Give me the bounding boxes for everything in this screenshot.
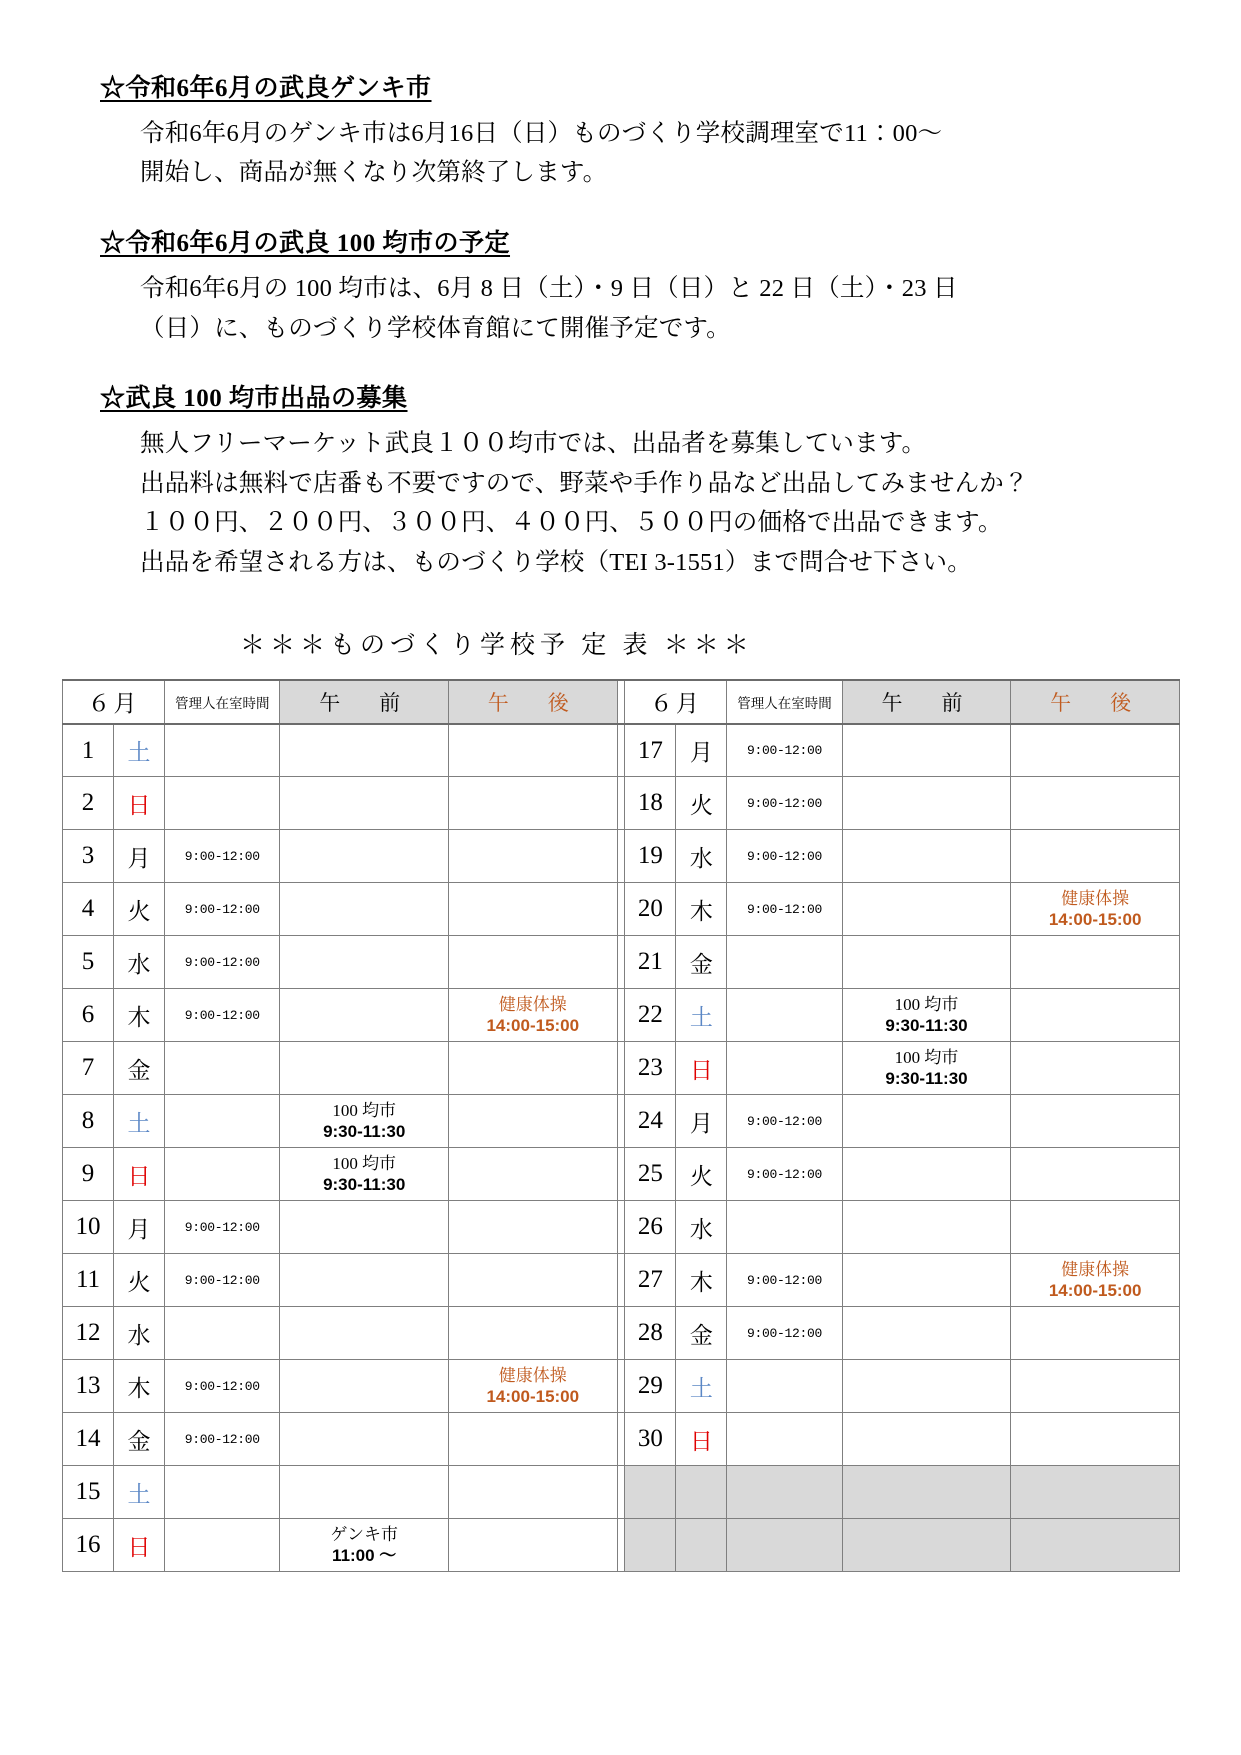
table-row <box>63 1201 1180 1254</box>
morning-cell <box>842 1042 1011 1095</box>
caretaker-hours: 9:00-12:00 <box>727 777 842 830</box>
column-gap <box>617 1413 625 1466</box>
day-of-week: 水 <box>114 1307 165 1360</box>
column-gap <box>617 1360 625 1413</box>
day-of-week: 木 <box>676 883 727 936</box>
afternoon-cell <box>1011 724 1180 777</box>
day-number: 16 <box>63 1519 114 1572</box>
caretaker-hours: 9:00-12:00 <box>165 883 280 936</box>
day-of-week: 金 <box>114 1413 165 1466</box>
section-body-line: （日）に、ものづくり学校体育館にて開催予定です。 <box>140 314 731 342</box>
table-row <box>63 1519 1180 1572</box>
header-caretaker-hours-left: 管理人在室時間 <box>165 680 280 724</box>
caretaker-hours <box>727 936 842 989</box>
day-of-week: 水 <box>114 936 165 989</box>
section-body-line: 令和6年6月のゲンキ市は6月16日（日）ものづくり学校調理室で11：00～ <box>140 119 943 147</box>
column-gap <box>617 1254 625 1307</box>
day-number: 27 <box>625 1254 676 1307</box>
event-time: 9:30-11:30 <box>885 1016 968 1036</box>
event-title: 健康体操 <box>498 995 567 1014</box>
afternoon-cell <box>448 1466 617 1519</box>
caretaker-hours: 9:00-12:00 <box>727 883 842 936</box>
table-row <box>63 1360 1180 1413</box>
afternoon-cell <box>1011 936 1180 989</box>
section-body-line: 開始し、商品が無くなり次第終了します。 <box>140 159 608 187</box>
event-time: 9:30-11:30 <box>885 1069 968 1089</box>
schedule-table-wrap <box>0 679 1241 1573</box>
day-number: 23 <box>625 1042 676 1095</box>
day-of-week: 木 <box>114 1360 165 1413</box>
event-block <box>449 1365 617 1408</box>
section-heading <box>100 227 510 261</box>
event-title: 健康体操 <box>498 1366 567 1385</box>
afternoon-cell <box>448 1413 617 1466</box>
header-morning-right: 午 前 <box>842 680 1011 724</box>
day-of-week: 火 <box>676 777 727 830</box>
table-row <box>63 883 1180 936</box>
afternoon-cell <box>448 883 617 936</box>
section-body-line: 令和6年6月の 100 均市は、6月 8 日（土）・9 日（日）と 22 日（土）・23 日 <box>140 274 958 302</box>
afternoon-cell <box>448 724 617 777</box>
caretaker-hours <box>165 1307 280 1360</box>
caretaker-hours: 9:00-12:00 <box>165 936 280 989</box>
morning-cell <box>280 1466 449 1519</box>
event-title: 100 均市 <box>894 1048 959 1067</box>
section-genki-ichi <box>100 72 1151 193</box>
table-row <box>63 1307 1180 1360</box>
section-body-line: 出品を希望される方は、ものづくり学校（TEI 3-1551）まで問合せ下さい。 <box>140 549 972 577</box>
morning-cell <box>842 724 1011 777</box>
table-row <box>63 1095 1180 1148</box>
morning-cell <box>842 1148 1011 1201</box>
table-row <box>63 1254 1180 1307</box>
header-caretaker-hours-right: 管理人在室時間 <box>727 680 842 724</box>
column-gap <box>617 1042 625 1095</box>
event-title: 100 均市 <box>332 1154 397 1173</box>
morning-cell <box>280 1413 449 1466</box>
morning-cell <box>280 830 449 883</box>
header-month-right: ６月 <box>625 680 727 724</box>
afternoon-cell <box>448 1360 617 1413</box>
afternoon-cell <box>448 1254 617 1307</box>
event-time: 14:00-15:00 <box>486 1387 580 1407</box>
day-of-week: 日 <box>114 1519 165 1572</box>
afternoon-cell <box>448 1519 617 1572</box>
table-row <box>63 1466 1180 1519</box>
day-of-week: 月 <box>114 1201 165 1254</box>
afternoon-cell <box>1011 883 1180 936</box>
morning-cell <box>280 1148 449 1201</box>
column-gap <box>617 1307 625 1360</box>
table-row <box>63 1148 1180 1201</box>
event-title: 健康体操 <box>1061 889 1130 908</box>
morning-cell <box>280 1254 449 1307</box>
table-row <box>63 830 1180 883</box>
day-of-week: 日 <box>114 777 165 830</box>
day-number: 14 <box>63 1413 114 1466</box>
day-of-week: 金 <box>676 936 727 989</box>
morning-cell <box>280 936 449 989</box>
day-of-week: 土 <box>676 989 727 1042</box>
day-of-week: 金 <box>676 1307 727 1360</box>
day-of-week: 月 <box>114 830 165 883</box>
day-number: 28 <box>625 1307 676 1360</box>
caretaker-hours <box>727 1413 842 1466</box>
morning-cell <box>842 936 1011 989</box>
morning-cell <box>280 883 449 936</box>
caretaker-hours: 9:00-12:00 <box>165 989 280 1042</box>
afternoon-cell <box>1011 830 1180 883</box>
empty-gray-cell <box>1011 1519 1180 1572</box>
morning-cell <box>842 1413 1011 1466</box>
day-of-week: 日 <box>676 1042 727 1095</box>
empty-gray-cell <box>676 1466 727 1519</box>
day-number: 4 <box>63 883 114 936</box>
afternoon-cell <box>448 1042 617 1095</box>
day-of-week: 月 <box>676 724 727 777</box>
caretaker-hours <box>165 1148 280 1201</box>
caretaker-hours <box>165 1466 280 1519</box>
event-time: 9:30-11:30 <box>323 1175 406 1195</box>
day-number: 25 <box>625 1148 676 1201</box>
event-block <box>449 994 617 1037</box>
event-block <box>280 1524 448 1567</box>
day-of-week: 月 <box>676 1095 727 1148</box>
event-title: 100 均市 <box>894 995 959 1014</box>
day-number: 2 <box>63 777 114 830</box>
empty-gray-cell <box>625 1519 676 1572</box>
section-boshu <box>100 382 1151 583</box>
column-gap <box>617 1201 625 1254</box>
day-number: 11 <box>63 1254 114 1307</box>
table-row <box>63 777 1180 830</box>
column-gap <box>617 936 625 989</box>
caretaker-hours: 9:00-12:00 <box>165 1254 280 1307</box>
day-number: 15 <box>63 1466 114 1519</box>
morning-cell <box>842 830 1011 883</box>
prose-area <box>0 0 1241 661</box>
day-number: 26 <box>625 1201 676 1254</box>
morning-cell <box>280 1519 449 1572</box>
caretaker-hours: 9:00-12:00 <box>727 1254 842 1307</box>
afternoon-cell <box>448 1148 617 1201</box>
afternoon-cell <box>1011 1254 1180 1307</box>
column-gap <box>617 830 625 883</box>
header-afternoon-right: 午 後 <box>1011 680 1180 724</box>
caretaker-hours <box>165 1095 280 1148</box>
day-number: 22 <box>625 989 676 1042</box>
morning-cell <box>842 883 1011 936</box>
morning-cell <box>842 1095 1011 1148</box>
section-heading-text: ☆令和6年6月の武良ゲンキ市 <box>100 75 432 102</box>
morning-cell <box>842 1360 1011 1413</box>
day-number: 18 <box>625 777 676 830</box>
header-morning-left: 午 前 <box>280 680 449 724</box>
morning-cell <box>280 989 449 1042</box>
morning-cell <box>280 777 449 830</box>
day-number: 10 <box>63 1201 114 1254</box>
event-time: 9:30-11:30 <box>323 1122 406 1142</box>
day-number: 13 <box>63 1360 114 1413</box>
event-block <box>1011 1259 1179 1302</box>
empty-gray-cell <box>676 1519 727 1572</box>
section-heading <box>100 382 408 416</box>
day-of-week: 土 <box>114 1466 165 1519</box>
empty-gray-cell <box>842 1519 1011 1572</box>
morning-cell <box>842 989 1011 1042</box>
schedule-title: ＊＊＊ものづくり学校予 定 表 ＊＊＊ <box>240 631 754 659</box>
section-body-line: １００円、２００円、３００円、４００円、５００円の価格で出品できます。 <box>140 509 1003 537</box>
day-of-week: 火 <box>114 1254 165 1307</box>
empty-gray-cell <box>1011 1466 1180 1519</box>
header-afternoon-left: 午 後 <box>448 680 617 724</box>
afternoon-cell <box>448 777 617 830</box>
column-gap <box>617 1519 625 1572</box>
caretaker-hours: 9:00-12:00 <box>727 1095 842 1148</box>
header-month-left: ６月 <box>63 680 165 724</box>
afternoon-cell <box>1011 1201 1180 1254</box>
table-row <box>63 989 1180 1042</box>
day-number: 3 <box>63 830 114 883</box>
event-block <box>1011 888 1179 931</box>
column-gap <box>617 680 625 724</box>
afternoon-cell <box>1011 989 1180 1042</box>
day-number: 17 <box>625 724 676 777</box>
morning-cell <box>842 777 1011 830</box>
caretaker-hours <box>165 1519 280 1572</box>
afternoon-cell <box>448 1201 617 1254</box>
afternoon-cell <box>448 936 617 989</box>
column-gap <box>617 883 625 936</box>
afternoon-cell <box>448 1095 617 1148</box>
event-time: 14:00-15:00 <box>1048 910 1142 930</box>
schedule-table <box>62 679 1180 1573</box>
caretaker-hours: 9:00-12:00 <box>165 1413 280 1466</box>
afternoon-cell <box>1011 1095 1180 1148</box>
afternoon-cell <box>448 989 617 1042</box>
caretaker-hours <box>165 1042 280 1095</box>
day-of-week: 金 <box>114 1042 165 1095</box>
schedule-header-row <box>63 680 1180 724</box>
afternoon-cell <box>1011 1307 1180 1360</box>
day-number: 19 <box>625 830 676 883</box>
day-of-week: 土 <box>114 724 165 777</box>
column-gap <box>617 777 625 830</box>
table-row <box>63 724 1180 777</box>
caretaker-hours: 9:00-12:00 <box>165 830 280 883</box>
event-block <box>843 994 1011 1037</box>
section-heading-text: ☆武良 100 均市出品の募集 <box>100 385 408 413</box>
morning-cell <box>280 1042 449 1095</box>
day-of-week: 木 <box>114 989 165 1042</box>
event-title: ゲンキ市 <box>330 1525 399 1544</box>
day-number: 8 <box>63 1095 114 1148</box>
day-number: 21 <box>625 936 676 989</box>
column-gap <box>617 724 625 777</box>
event-block <box>843 1047 1011 1090</box>
event-time: 14:00-15:00 <box>486 1016 580 1036</box>
caretaker-hours: 9:00-12:00 <box>165 1360 280 1413</box>
afternoon-cell <box>448 830 617 883</box>
afternoon-cell <box>1011 1042 1180 1095</box>
morning-cell <box>842 1254 1011 1307</box>
day-of-week: 土 <box>676 1360 727 1413</box>
caretaker-hours <box>727 1360 842 1413</box>
caretaker-hours: 9:00-12:00 <box>727 830 842 883</box>
event-title: 健康体操 <box>1061 1260 1130 1279</box>
morning-cell <box>280 1360 449 1413</box>
day-number: 7 <box>63 1042 114 1095</box>
event-title: 100 均市 <box>332 1101 397 1120</box>
day-number: 6 <box>63 989 114 1042</box>
caretaker-hours: 9:00-12:00 <box>165 1201 280 1254</box>
afternoon-cell <box>1011 1148 1180 1201</box>
empty-gray-cell <box>842 1466 1011 1519</box>
afternoon-cell <box>1011 777 1180 830</box>
empty-gray-cell <box>727 1519 842 1572</box>
table-row <box>63 1413 1180 1466</box>
event-time: 14:00-15:00 <box>1048 1281 1142 1301</box>
table-row <box>63 936 1180 989</box>
column-gap <box>617 989 625 1042</box>
empty-gray-cell <box>625 1466 676 1519</box>
section-hyakkin-ichi <box>100 227 1151 348</box>
day-of-week: 火 <box>676 1148 727 1201</box>
morning-cell <box>842 1307 1011 1360</box>
column-gap <box>617 1095 625 1148</box>
schedule-body <box>63 680 1180 1572</box>
section-heading <box>100 72 432 106</box>
section-heading-text: ☆令和6年6月の武良 100 均市の予定 <box>100 230 511 258</box>
day-of-week: 日 <box>114 1148 165 1201</box>
caretaker-hours <box>727 989 842 1042</box>
day-of-week: 水 <box>676 1201 727 1254</box>
afternoon-cell <box>1011 1360 1180 1413</box>
day-of-week: 火 <box>114 883 165 936</box>
event-block <box>280 1153 448 1196</box>
caretaker-hours: 9:00-12:00 <box>727 724 842 777</box>
section-body-line: 出品料は無料で店番も不要ですので、野菜や手作り品など出品してみませんか？ <box>140 469 1029 497</box>
day-number: 12 <box>63 1307 114 1360</box>
sections-host <box>100 72 1151 583</box>
day-number: 20 <box>625 883 676 936</box>
empty-gray-cell <box>727 1466 842 1519</box>
day-of-week: 日 <box>676 1413 727 1466</box>
afternoon-cell <box>1011 1413 1180 1466</box>
day-number: 1 <box>63 724 114 777</box>
day-number: 29 <box>625 1360 676 1413</box>
day-of-week: 水 <box>676 830 727 883</box>
day-number: 30 <box>625 1413 676 1466</box>
section-body-line: 無人フリーマーケット武良１００均市では、出品者を募集しています。 <box>140 430 927 457</box>
morning-cell <box>280 1307 449 1360</box>
caretaker-hours: 9:00-12:00 <box>727 1148 842 1201</box>
day-number: 5 <box>63 936 114 989</box>
event-time: 11:00 ～ <box>332 1546 397 1566</box>
morning-cell <box>280 1095 449 1148</box>
column-gap <box>617 1148 625 1201</box>
morning-cell <box>280 724 449 777</box>
afternoon-cell <box>448 1307 617 1360</box>
caretaker-hours: 9:00-12:00 <box>727 1307 842 1360</box>
caretaker-hours <box>165 777 280 830</box>
morning-cell <box>280 1201 449 1254</box>
caretaker-hours <box>727 1201 842 1254</box>
day-of-week: 木 <box>676 1254 727 1307</box>
caretaker-hours <box>165 724 280 777</box>
day-number: 9 <box>63 1148 114 1201</box>
column-gap <box>617 1466 625 1519</box>
caretaker-hours <box>727 1042 842 1095</box>
day-of-week: 土 <box>114 1095 165 1148</box>
morning-cell <box>842 1201 1011 1254</box>
event-block <box>280 1100 448 1143</box>
table-row <box>63 1042 1180 1095</box>
day-number: 24 <box>625 1095 676 1148</box>
